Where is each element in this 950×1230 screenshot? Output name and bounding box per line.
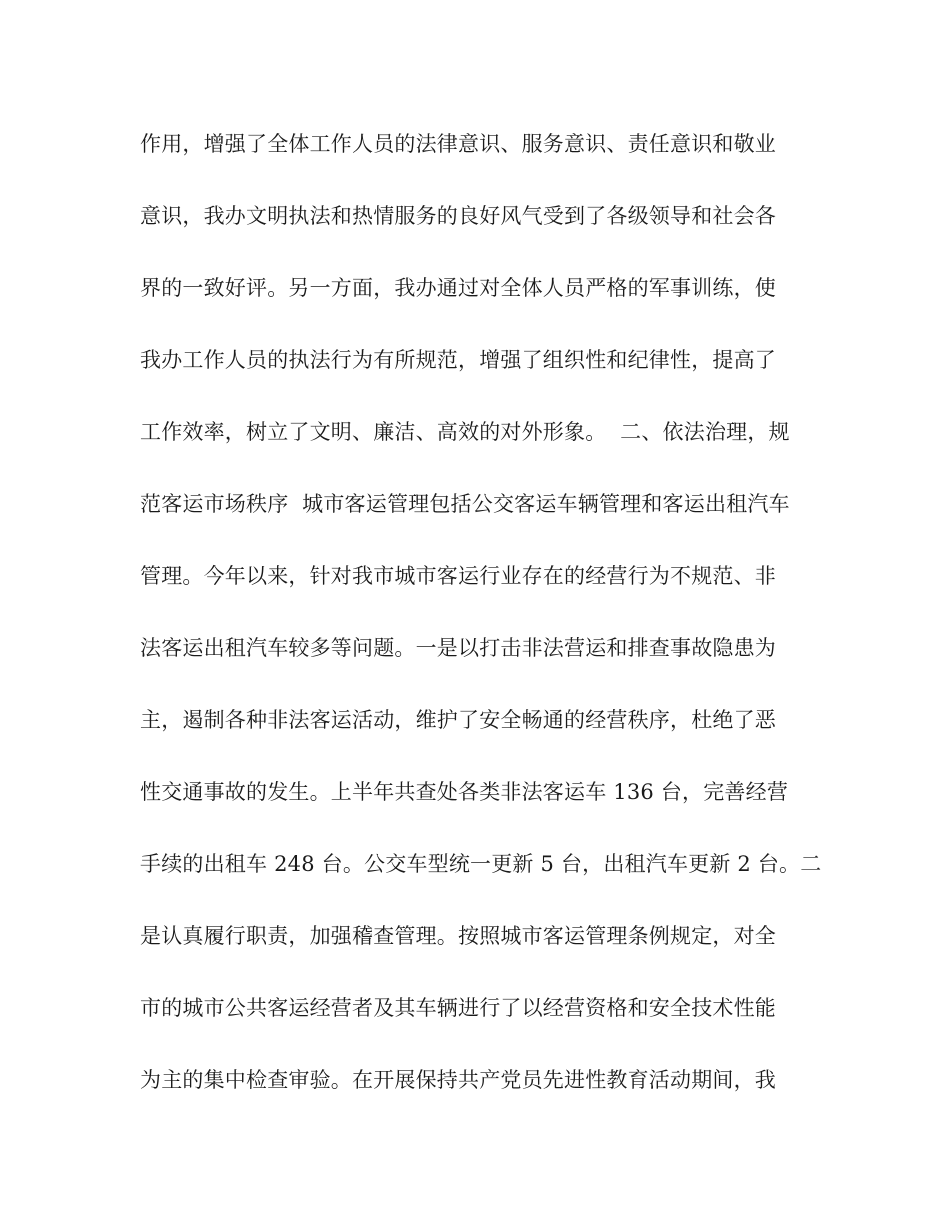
text-line-14: 为主的集中检查审验。在开展保持共产党员先进性教育活动期间，我 xyxy=(140,1068,776,1092)
text-line-5: 工作效率，树立了文明、廉洁、高效的对外形象。 二、依法治理，规 xyxy=(140,420,790,444)
text-line-8: 法客运出租汽车较多等问题。一是以打击非法营运和排查事故隐患为 xyxy=(140,636,776,660)
text-line-10: 性交通事故的发生。上半年共查处各类非法客运车 136 台，完善经营 xyxy=(140,780,789,804)
text-line-1: 作用，增强了全体工作人员的法律意识、服务意识、责任意识和敬业 xyxy=(140,132,776,156)
body-text xyxy=(140,118,820,1126)
text-line-13: 市的城市公共客运经营者及其车辆进行了以经营资格和安全技术性能 xyxy=(140,996,776,1020)
text-line-7: 管理。今年以来，针对我市城市客运行业存在的经营行为不规范、非 xyxy=(140,564,776,588)
text-line-4: 我办工作人员的执法行为有所规范，增强了组织性和纪律性，提高了 xyxy=(140,348,776,372)
text-line-11: 手续的出租车 248 台。公交车型统一更新 5 台，出租汽车更新 2 台。二 xyxy=(140,852,822,876)
text-line-2: 意识，我办文明执法和热情服务的良好风气受到了各级领导和社会各 xyxy=(140,204,776,228)
text-line-9: 主，遏制各种非法客运活动，维护了安全畅通的经营秩序，杜绝了恶 xyxy=(140,708,776,732)
text-line-12: 是认真履行职责，加强稽查管理。按照城市客运管理条例规定，对全 xyxy=(140,924,776,948)
text-line-6: 范客运市场秩序 城市客运管理包括公交客运车辆管理和客运出租汽车 xyxy=(140,492,790,516)
text-line-3: 界的一致好评。另一方面，我办通过对全体人员严格的军事训练，使 xyxy=(140,276,776,300)
